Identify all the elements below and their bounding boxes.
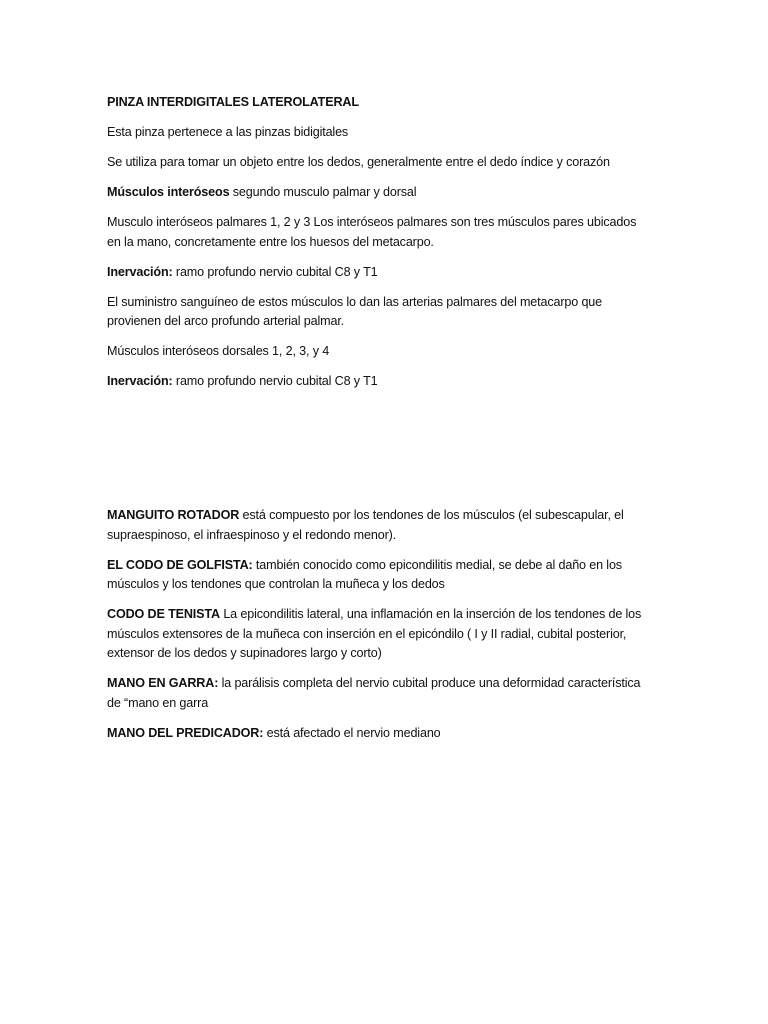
paragraph-inervacion-dorsal: Inervación: ramo profundo nervio cubital C8 y T1 xyxy=(107,374,378,388)
paragraph-dorsales: Músculos interóseos dorsales 1, 2, 3, y 4 xyxy=(107,344,330,358)
paragraph-codo-golfista: EL CODO DE GOLFISTA: también conocido como epicondilitis medial, se debe al daño en los músculos y los tendones que controlan la muñeca y los dedos xyxy=(107,557,622,591)
paragraph-bidigitales: Esta pinza pertenece a las pinzas bidigitales xyxy=(107,125,349,139)
paragraph-musculos: Músculos interóseos segundo musculo palmar y dorsal xyxy=(107,185,417,199)
paragraph-suministro: El suministro sanguíneo de estos músculos lo dan las arterias palmares del metacarpo que provienen del arco profundo arterial palmar. xyxy=(107,294,603,328)
section-patologias xyxy=(107,506,647,754)
paragraph-uso: Se utiliza para tomar un objeto entre los dedos, generalmente entre el dedo índice y corazón xyxy=(107,155,610,169)
paragraph-mano-garra: MANO EN GARRA: la parálisis completa del nervio cubital produce una deformidad característica de “mano en garra xyxy=(107,676,641,710)
paragraph-mano-predicador: MANO DEL PREDICADOR: está afectado el nervio mediano xyxy=(107,725,441,740)
paragraph-codo-tenista: CODO DE TENISTA La epicondilitis lateral, una inflamación en la inserción de los tendones de los músculos extensores de la muñeca con inserción en el epicóndilo ( I y II radial, cubital posterior, extensor de los dedos y supinadores largo y corto) xyxy=(107,607,642,660)
paragraph-palmares: Musculo interóseos palmares 1, 2 y 3 Los interóseos palmares son tres músculos pares ubicados en la mano, concretamente entre los huesos del metacarpo. xyxy=(107,215,637,249)
paragraph-inervacion-palmar: Inervación: ramo profundo nervio cubital C8 y T1 xyxy=(107,264,378,279)
section-pinza xyxy=(107,93,647,402)
paragraph-manguito-rotador: MANGUITO ROTADOR está compuesto por los tendones de los músculos (el subescapular, el supraespinoso, el infraespinoso y el redondo menor). xyxy=(107,508,624,542)
section-title: PINZA INTERDIGITALES LATEROLATERAL xyxy=(107,95,359,109)
